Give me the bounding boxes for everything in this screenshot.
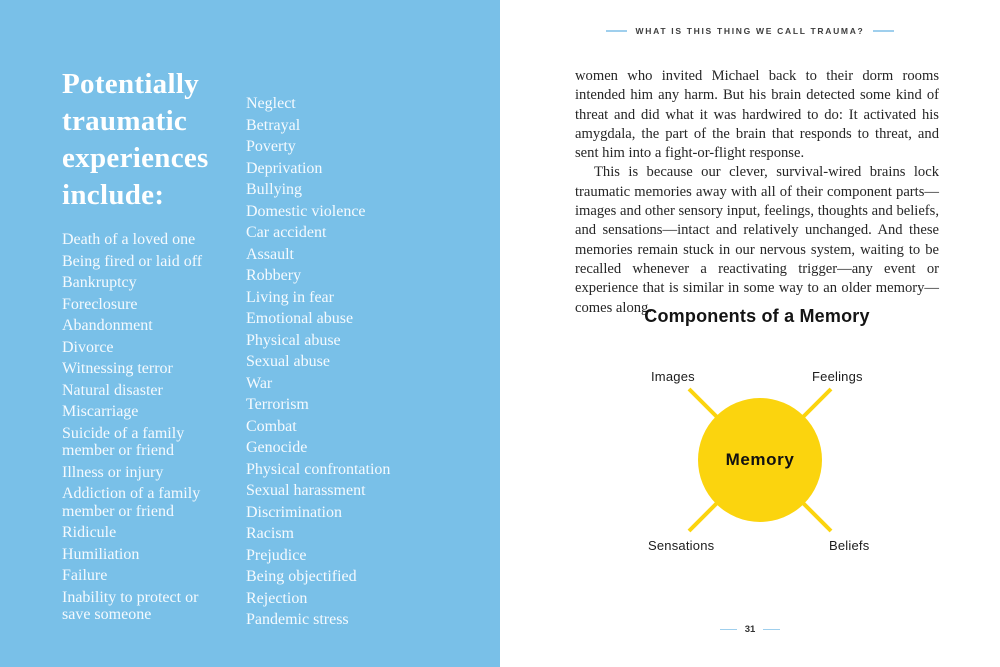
rule-dash-left [606,30,627,32]
diagram-label-sensations: Sensations [648,538,715,553]
left-page-heading: Potentially traumatic experiences include: [62,68,209,211]
trauma-list-item: Witnessing terror [62,360,173,377]
trauma-list-item: Neglect [246,95,296,112]
trauma-list-item: Car accident [246,224,327,241]
trauma-list-item: Miscarriage [62,403,139,420]
trauma-list-item: Foreclosure [62,295,138,313]
trauma-list-item: Terrorism [246,396,309,413]
trauma-list-column-1 [62,231,222,628]
trauma-list-column-2 [246,95,446,633]
trauma-list-item: Abandonment [62,317,153,334]
trauma-list-item: Being objectified [246,568,357,585]
page-number-dash-left [720,629,737,631]
trauma-list-item: Failure [62,567,108,584]
trauma-list-item: Being fired or laid off [62,252,203,270]
trauma-list-item: Humiliation [62,545,140,563]
memory-spoke-line-top-left [689,389,719,419]
trauma-list-item: Physical abuse [246,331,341,349]
trauma-list-item: Sexual abuse [246,353,330,370]
trauma-list-item: Emotional abuse [246,310,354,327]
trauma-list-item: Genocide [246,439,308,456]
trauma-list-item: Prejudice [246,546,307,564]
rule-dash-right [873,30,894,32]
trauma-list-item: Suicide of a family member or friend [62,424,185,459]
memory-center-label: Memory [725,450,795,469]
trauma-list-item: Addiction of a family member or friend [62,485,201,520]
trauma-list-item: Betrayal [246,116,301,134]
trauma-list-item: Natural disaster [62,381,163,399]
trauma-list-item: Bullying [246,181,303,198]
memory-spoke-line-top-right [801,389,831,419]
trauma-list-item: Physical confrontation [246,460,391,478]
memory-spoke-line-bottom-left [689,501,719,531]
running-head-text: WHAT IS THIS THING WE CALL TRAUMA? [635,26,865,36]
trauma-list-item: Pandemic stress [246,611,349,628]
trauma-list-item: War [246,374,273,392]
trauma-list-item: Domestic violence [246,202,366,220]
trauma-list-item: Living in fear [246,288,334,306]
body-paragraph-1: women who invited Michael back to their dorm rooms intended him any harm. But his brain detected some kind of threat and did what it was hardwired to do: It activated his amygdala, the part of the brain that responds to threat, and sent him into a fight-or-flight response. [575,68,939,162]
trauma-list-item: Robbery [246,267,302,284]
trauma-list-item: Poverty [246,138,296,155]
diagram-label-feelings: Feelings [812,369,863,384]
trauma-list-item: Death of a loved one [62,231,196,248]
trauma-list-item: Divorce [62,338,114,356]
body-paragraph-2: This is because our clever, survival-wired brains lock traumatic memories away with all of their component parts—images and other sensory input, feelings, thoughts and beliefs, and sensations—intact and relatively unchanged. And these memories remain stuck in our nervous system, waiting to be recalled whenever a reactivating trigger—any event or experience that is similar in some way to an older memory—comes along. [575,164,939,316]
trauma-list-item: Deprivation [246,159,323,177]
trauma-list-item: Ridicule [62,524,117,541]
trauma-list-item: Discrimination [246,503,342,521]
trauma-list-item: Sexual harassment [246,482,366,499]
trauma-list-item: Bankruptcy [62,274,137,291]
body-text [575,67,939,318]
running-head [500,26,1000,36]
trauma-list-item: Illness or injury [62,463,164,481]
trauma-list-item: Rejection [246,589,308,607]
page-number-dash-right [763,629,780,631]
page-number-value: 31 [744,624,756,635]
diagram-label-images: Images [651,369,695,384]
memory-spoke-line-bottom-right [801,501,831,531]
trauma-list-item: Assault [246,245,294,263]
diagram-title: Components of a Memory [644,306,870,326]
right-page [500,0,1000,667]
trauma-list-item: Inability to protect or save someone [62,588,199,623]
page-number [500,624,1000,635]
trauma-list-item: Combat [246,417,297,435]
trauma-list-item: Racism [246,525,294,542]
diagram-label-beliefs: Beliefs [829,538,870,553]
